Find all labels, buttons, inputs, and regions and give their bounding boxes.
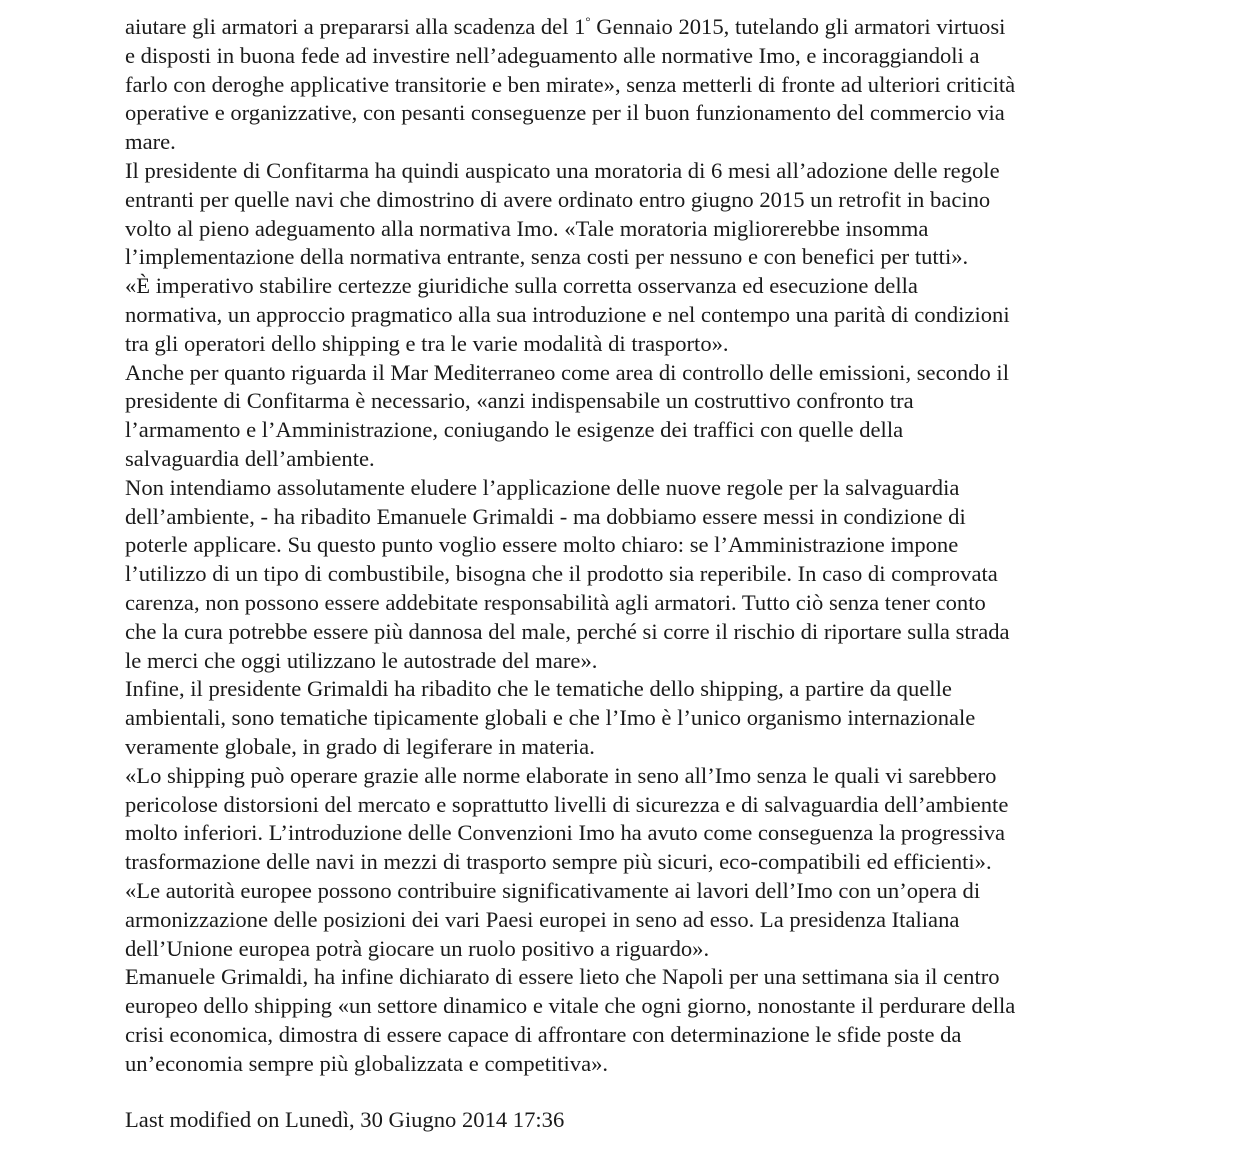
text-fragment: aiutare gli armatori a prepararsi alla scadenza del 1 <box>125 14 586 39</box>
text-line: «Le autorità europee possono contribuire significativamente ai lavori dell’Imo con un’opera di <box>125 877 981 903</box>
text-line: molto inferiori. L’introduzione delle Convenzioni Imo ha avuto come conseguenza la progressiva <box>125 820 1006 846</box>
text-line: Non intendiamo assolutamente eludere l’applicazione delle nuove regole per la salvaguardia <box>125 474 960 500</box>
text-line: l’armamento e l’Amministrazione, coniugando le esigenze dei traffici con quelle della <box>125 417 904 443</box>
text-line: l’implementazione della normativa entrante, senza costi per nessuno e con benefici per tutti». <box>125 244 969 270</box>
superscript-degree: ° <box>585 13 591 29</box>
text-line: ambientali, sono tematiche tipicamente globali e che l’Imo è l’unico organismo internazionale <box>125 705 976 731</box>
text-line: armonizzazione delle posizioni dei vari Paesi europei in seno ad esso. La presidenza Italiana <box>125 906 960 932</box>
text-line: tra gli operatori dello shipping e tra le varie modalità di trasporto». <box>125 330 729 356</box>
spacer <box>125 1078 1115 1106</box>
article-body <box>125 13 1115 1078</box>
text-line: le merci che oggi utilizzano le autostrade del mare». <box>125 647 598 673</box>
document-page <box>125 13 1115 1135</box>
text-line: «Lo shipping può operare grazie alle norme elaborate in seno all’Imo senza le quali vi sarebbero <box>125 762 997 788</box>
text-line: operative e organizzative, con pesanti conseguenze per il buon funzionamento del commercio via <box>125 100 1005 126</box>
text-line: l’utilizzo di un tipo di combustibile, bisogna che il prodotto sia reperibile. In caso di comprovata <box>125 561 998 587</box>
text-line: volto al pieno adeguamento alla normativa Imo. «Tale moratoria migliorerebbe insomma <box>125 215 929 241</box>
text-fragment: Gennaio 2015, tutelando gli armatori virtuosi <box>590 14 1006 39</box>
text-line: e disposti in buona fede ad investire nell’adeguamento alle normative Imo, e incoraggiandoli a <box>125 42 980 68</box>
text-line: salvaguardia dell’ambiente. <box>125 445 375 471</box>
text-line: dell’Unione europea potrà giocare un ruolo positivo a riguardo». <box>125 935 710 961</box>
last-modified-text: Last modified on Lunedì, 30 Giugno 2014 17:36 <box>125 1107 565 1133</box>
text-line: farlo con deroghe applicative transitorie e ben mirate», senza metterli di fronte ad ulteriori criticità <box>125 71 1016 97</box>
text-line: normativa, un approccio pragmatico alla sua introduzione e nel contempo una parità di condizioni <box>125 301 1010 327</box>
text-line: europeo dello shipping «un settore dinamico e vitale che ogni giorno, nonostante il perdurare della <box>125 993 1016 1019</box>
text-line: Il presidente di Confitarma ha quindi auspicato una moratoria di 6 mesi all’adozione delle regole <box>125 157 1000 183</box>
text-line: Anche per quanto riguarda il Mar Mediterraneo come area di controllo delle emissioni, secondo il <box>125 359 1009 385</box>
text-line: Infine, il presidente Grimaldi ha ribadito che le tematiche dello shipping, a partire da quelle <box>125 676 952 702</box>
text-line: «È imperativo stabilire certezze giuridiche sulla corretta osservanza ed esecuzione della <box>125 273 918 299</box>
text-line: crisi economica, dimostra di essere capace di affrontare con determinazione le sfide poste da <box>125 1021 962 1047</box>
text-line: veramente globale, in grado di legiferare in materia. <box>125 733 595 759</box>
text-line: un’economia sempre più globalizzata e competitiva». <box>125 1050 609 1076</box>
text-line: presidente di Confitarma è necessario, «anzi indispensabile un costruttivo confronto tra <box>125 388 914 414</box>
text-line: che la cura potrebbe essere più dannosa del male, perché si corre il rischio di riportare sulla strada <box>125 618 1010 644</box>
text-line: entranti per quelle navi che dimostrino di avere ordinato entro giugno 2015 un retrofit in bacino <box>125 186 991 212</box>
text-line: trasformazione delle navi in mezzi di trasporto sempre più sicuri, eco-compatibili ed efficienti». <box>125 849 992 875</box>
text-line: poterle applicare. Su questo punto voglio essere molto chiaro: se l’Amministrazione impone <box>125 532 959 558</box>
text-line: mare. <box>125 129 176 155</box>
text-line <box>125 13 1115 42</box>
text-line: Emanuele Grimaldi, ha infine dichiarato di essere lieto che Napoli per una settimana sia il centro <box>125 964 1000 990</box>
text-line: carenza, non possono essere addebitate responsabilità agli armatori. Tutto ciò senza tener conto <box>125 589 986 615</box>
text-line: dell’ambiente, - ha ribadito Emanuele Grimaldi - ma dobbiamo essere messi in condizione di <box>125 503 966 529</box>
text-line: pericolose distorsioni del mercato e soprattutto livelli di sicurezza e di salvaguardia dell’ambiente <box>125 791 1009 817</box>
